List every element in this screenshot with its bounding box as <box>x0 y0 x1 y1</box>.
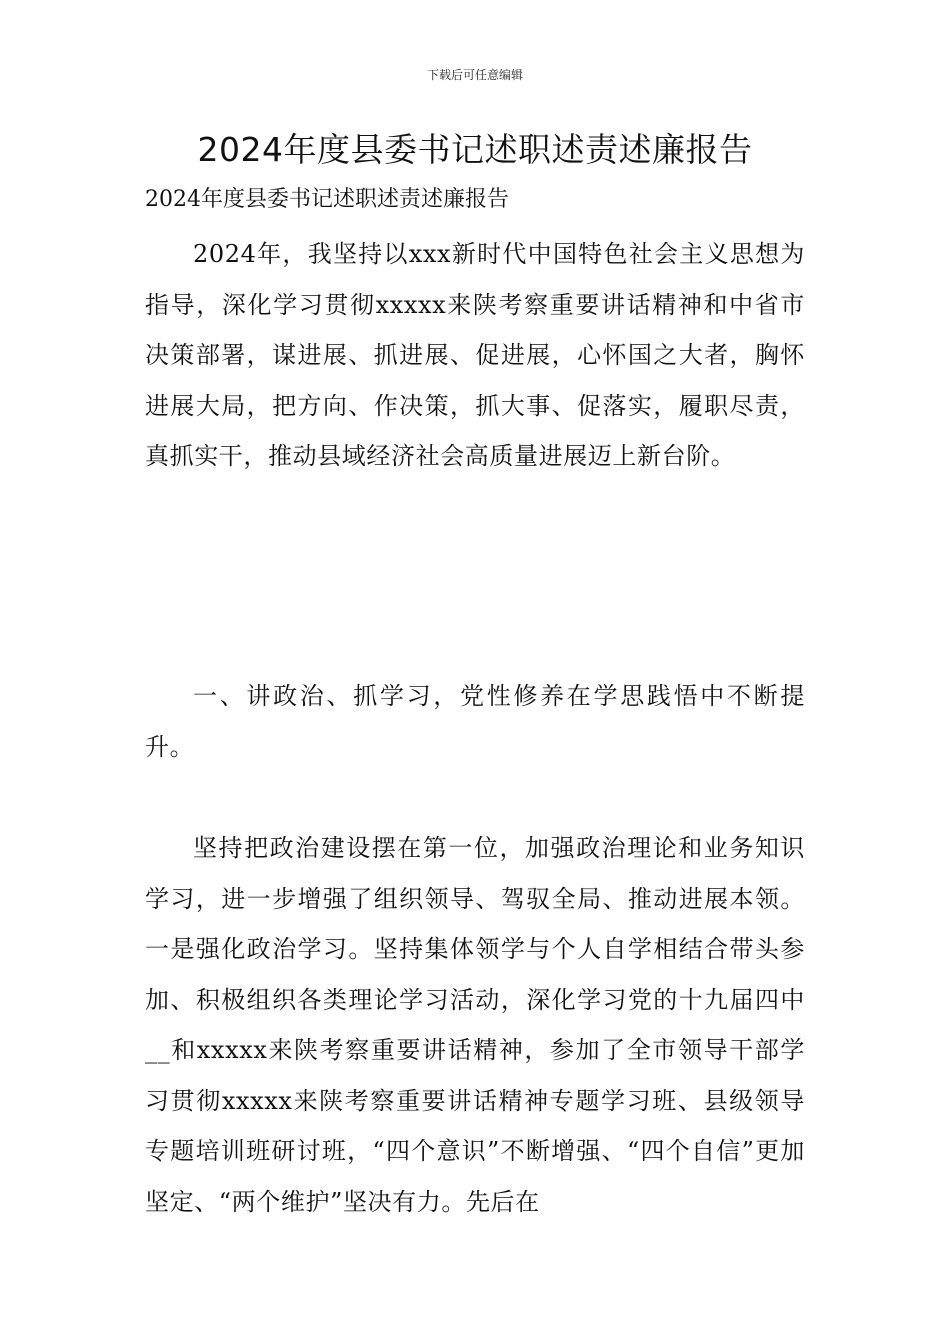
document-subtitle: 2024年度县委书记述职述责述廉报告 <box>145 187 509 212</box>
header-note: 下载后可任意编辑 <box>426 68 523 82</box>
document-title: 2024年度县委书记述职述责述廉报告 <box>197 130 753 169</box>
section-heading-1: 一、讲政治、抓学习，党性修养在学思践悟中不断提升。 <box>145 682 805 761</box>
paragraph-section-1: 坚持把政治建设摆在第一位，加强政治理论和业务知识学习，进一步增强了组织领导、驾驭全局、推动进展本领。一是强化政治学习。坚持集体领学与个人自学相结合带头参加、积极组织各类理论学习活动，深化学习党的十九届四中__和xxxxx来陕考察重要讲话精神，参加了全市领导干部学习贯彻xxxxx来陕考察重要讲话精神专题学习班、县级领导专题培训班研讨班，“四个意识”不断增强、“四个自信”更加坚定、“两个维护”坚决有力。先后在 <box>145 834 805 1216</box>
paragraph-intro: 2024年，我坚持以xxx新时代中国特色社会主义思想为指导，深化学习贯彻xxxxx来陕考察重要讲话精神和中省市决策部署，谋进展、抓进展、促进展，心怀国之大者，胸怀进展大局，把方向、作决策，抓大事、促落实，履职尽责，真抓实干，推动县域经济社会高质量进展迈上新台阶。 <box>145 240 805 470</box>
